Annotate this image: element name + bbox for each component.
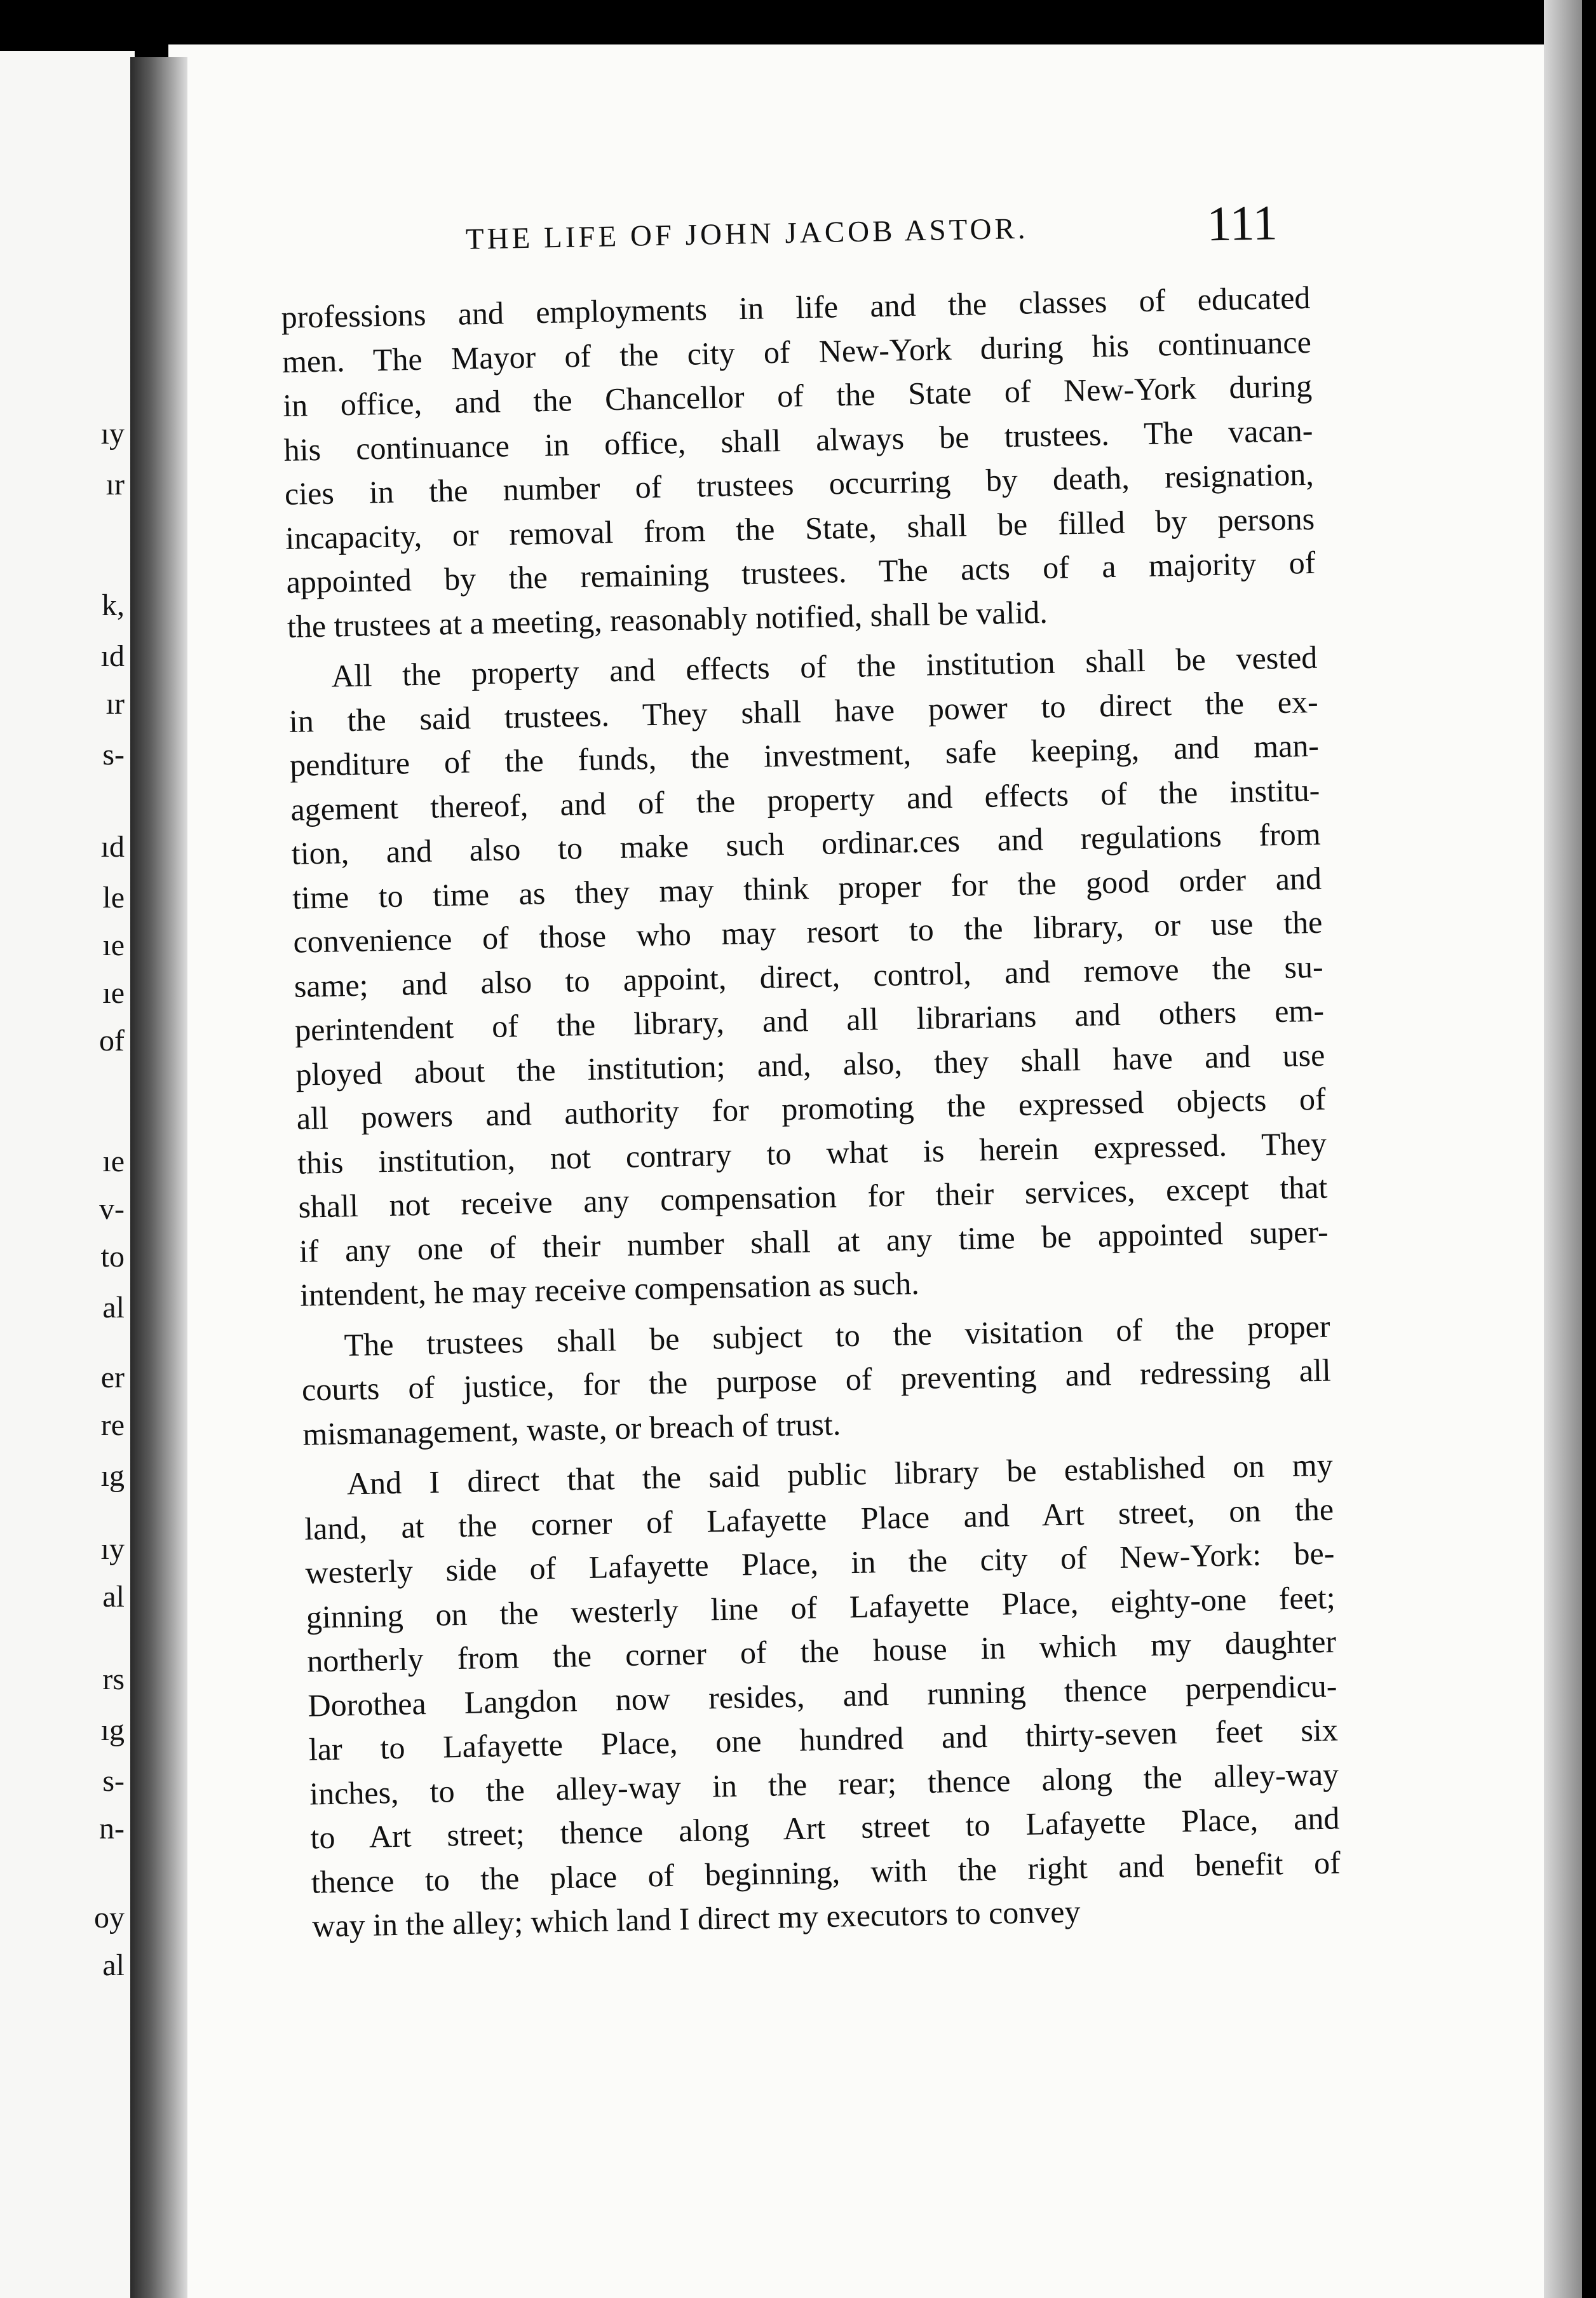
text-line: professions and employments in life and the classes of educated: [281, 279, 1311, 335]
text-line: inches, to the alley-way in the rear; thence along the alley-way: [309, 1755, 1339, 1812]
text-line: same; and also to appoint, direct, control, and remove the su-: [294, 948, 1324, 1004]
text-line: this institution, not contrary to what is herein expressed. They: [297, 1125, 1327, 1181]
text-line: penditure of the funds, the investment, safe keeping, and man-: [289, 727, 1320, 783]
left-page-fragment: ıy: [100, 1532, 125, 1566]
page-edge-shadow: [1544, 0, 1582, 2298]
left-page-fragment: ıe: [102, 928, 125, 962]
book-gutter: [130, 57, 187, 2298]
page-number: 111: [1206, 194, 1278, 252]
left-page-fragment: to: [100, 1240, 125, 1274]
left-page-fragment: ıe: [102, 1145, 125, 1178]
paragraph: [281, 276, 1316, 649]
text-line: time to time as they may think proper for the good order and: [292, 860, 1322, 916]
text-line: in office, and the Chancellor of the State of New-York during: [282, 367, 1313, 423]
text-line: the trustees at a meeting, reasonably notified, shall be valid.: [287, 594, 1048, 644]
left-facing-page: [0, 51, 135, 2298]
left-page-fragment: ıd: [100, 639, 125, 673]
text-line: land, at the corner of Lafayette Place and Art street, on the: [304, 1491, 1334, 1547]
running-title: THE LIFE OF JOHN JACOB ASTOR.: [465, 212, 1029, 256]
text-line: ginning on the westerly line of Lafayette Place, eighty-one feet;: [306, 1579, 1336, 1635]
left-page-fragment: s-: [102, 738, 125, 772]
left-page-text-fragments: [0, 51, 135, 2298]
text-line: thence to the place of beginning, with the right and benefit of: [311, 1844, 1341, 1900]
scan-border: [0, 0, 1596, 9]
text-line: convenience of those who may resort to the library, or use the: [292, 904, 1323, 960]
paragraph: [288, 636, 1330, 1317]
text-line: All the property and effects of the institution shall be vested: [330, 639, 1318, 694]
left-page-fragment: ıg: [100, 1459, 125, 1493]
paragraph: [303, 1443, 1341, 1948]
text-line: intendent, he may receive compensation as such.: [299, 1265, 920, 1313]
text-line: mismanagement, waste, or breach of trust.: [302, 1405, 841, 1452]
text-line: shall not receive any compensation for their services, except that: [297, 1169, 1328, 1225]
left-page-fragment: ıg: [100, 1713, 125, 1747]
text-line: incapacity, or removal from the State, shall be filled by persons: [285, 500, 1315, 556]
left-page-fragment: al: [102, 1948, 125, 1982]
left-page-fragment: k,: [102, 588, 125, 622]
text-line: Dorothea Langdon now resides, and running thence perpendicu-: [308, 1667, 1337, 1723]
left-page-fragment: re: [100, 1408, 125, 1442]
left-page-fragment: ır: [105, 687, 125, 721]
text-line: appointed by the remaining trustees. The acts of a majority of: [286, 544, 1316, 600]
text-line: And I direct that the said public library be established on my: [346, 1446, 1334, 1502]
body-text: [281, 276, 1342, 1948]
left-page-fragment: s-: [102, 1764, 125, 1798]
left-page-fragment: n-: [99, 1812, 125, 1846]
text-line: The trustees shall be subject to the visitation of the proper: [344, 1308, 1330, 1363]
text-line: perintendent of the library, and all librarians and others em-: [294, 992, 1325, 1048]
text-line: agement thereof, and of the property and effects of the institu-: [290, 772, 1320, 827]
left-page-fragment: oy: [94, 1901, 125, 1934]
text-line: to Art street; thence along Art street to Lafayette Place, and: [310, 1800, 1340, 1856]
text-line: westerly side of Lafayette Place, in the city of New-York: be-: [305, 1535, 1335, 1591]
left-page-fragment: er: [100, 1361, 125, 1394]
paragraph: [301, 1304, 1332, 1457]
text-line: if any one of their number shall at any time be appointed super-: [299, 1213, 1329, 1269]
left-page-fragment: rs: [102, 1662, 125, 1696]
text-line: his continuance in office, shall always be trustees. The vacan-: [283, 412, 1313, 468]
text-line: courts of justice, for the purpose of preventing and redressing all: [301, 1352, 1332, 1408]
text-line: tion, and also to make such ordinar.ces and regulations from: [291, 815, 1322, 871]
text-line: lar to Lafayette Place, one hundred and thirty-seven feet six: [308, 1711, 1339, 1767]
text-line: northerly from the corner of the house in which my daughter: [306, 1623, 1337, 1679]
left-page-fragment: le: [102, 881, 125, 914]
left-page-fragment: al: [102, 1580, 125, 1614]
text-line: cies in the number of trustees occurring by death, resignation,: [284, 456, 1315, 512]
text-line: men. The Mayor of the city of New-York during his continuance: [281, 323, 1312, 379]
left-page-fragment: v-: [99, 1192, 125, 1226]
left-page-fragment: ıy: [100, 417, 125, 451]
left-page-fragment: al: [102, 1291, 125, 1324]
text-line: ployed about the institution; and, also, they shall have and use: [295, 1037, 1325, 1092]
text-line: in the said trustees. They shall have power to direct the ex-: [288, 683, 1319, 739]
left-page-fragment: of: [99, 1024, 125, 1057]
text-line: all powers and authority for promoting the expressed objects of: [296, 1080, 1327, 1136]
text-line: way in the alley; which land I direct my executors to convey: [311, 1893, 1081, 1944]
left-page-fragment: ıe: [102, 976, 125, 1010]
left-page-fragment: ıd: [100, 830, 125, 864]
left-page-fragment: ır: [105, 468, 125, 501]
